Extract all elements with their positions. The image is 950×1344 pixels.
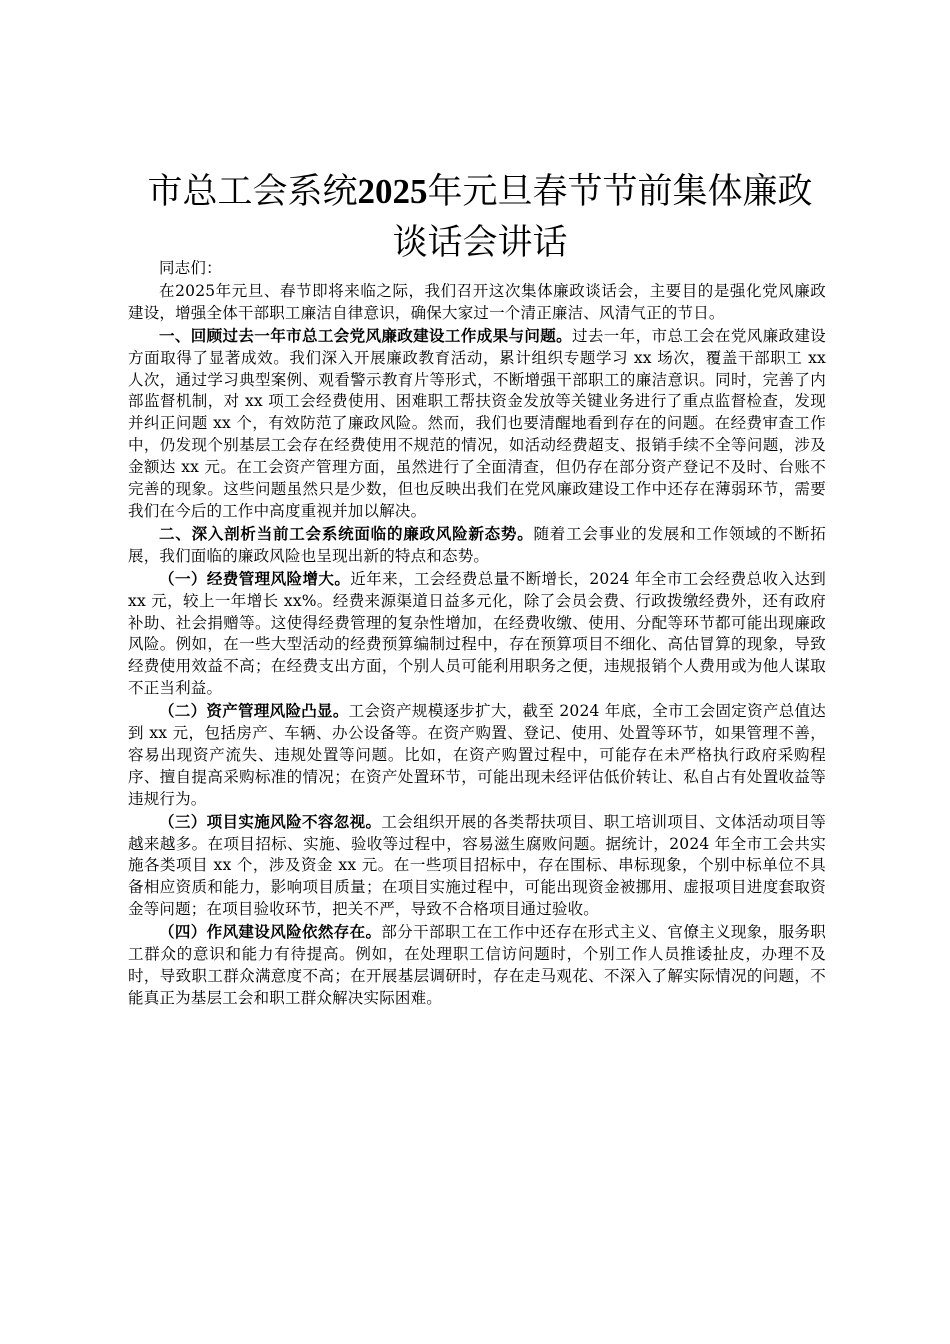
paragraph-heading: 一、回顾过去一年市总工会党风廉政建设工作成果与问题。 [159,325,573,345]
paragraph-subsection-4 [128,921,826,1010]
greeting-text: 同志们： [159,259,222,277]
document-title [120,166,840,269]
paragraph-text: 部分干部职工在工作中还存在形式主义、官僚主义现象，服务职工群众的意识和能力有待提高。例如，在处理职工信访问题时，个别工作人员推诿扯皮，办理不及时，导致职工群众满意度不高；在开展基层调研时，存在走马观花、不深入了解实际情况的问题，不能真正为基层工会和职工群众解决实际困难。 [128,923,826,1007]
paragraph-section-2 [128,523,826,568]
title-part1: 市总工会系统 [147,172,358,212]
paragraph-text: 过去一年，市总工会在党风廉政建设方面取得了显著成效。我们深入开展廉政教育活动，累计组织专题学习 xx 场次，覆盖干部职工 xx 人次，通过学习典型案例、观看警示教育片等形式，不断增强干部职工的廉洁意识。同时，完善了内部监督机制，对 xx 项工会经费使用、困难职工帮扶资金发放等关键业务进行了重点监督检查，发现并纠正问题 xx 个，有效防范了廉政风险。然而，我们也要清醒地看到存在的问题。在经费审查工作中，仍发现个别基层工会存在经费使用不规范的情况，如活动经费超支、报销手续不全等问题，涉及金额达 xx 元。在工会资产管理方面，虽然进行了全面清查，但仍存在部分资产登记不及时、台账不完善的现象。这些问题虽然只是少数，但也反映出我们在党风廉政建设工作中还存在薄弱环节，需要我们在今后的工作中高度重视并加以解决。 [128,326,827,520]
paragraph-text: 工会组织开展的各类帮扶项目、职工培训项目、文体活动项目等越来越多。在项目招标、实施、验收等过程中，容易滋生腐败问题。据统计，2024 年全市工会共实施各类项目 xx 个，涉及资金 xx 元。在一些项目招标中，存在围标、串标现象，个别中标单位不具备相应资质和能力，影响项目质量；在项目实施过程中，可能出现资金被挪用、虚报项目进度套取资金等问题；在项目验收环节，把关不严，导致不合格项目通过验收。 [128,812,826,919]
paragraph-heading: （一）经费管理风险增大。 [159,568,351,588]
paragraph-text: 工会资产规模逐步扩大，截至 2024 年底，全市工会固定资产总值达到 xx 元，包括房产、车辆、办公设备等。在资产购置、登记、使用、处置等环节，如果管理不善，容易出现资产流失、违规处置等问题。比如，在资产购置过程中，可能存在未严格执行政府采购程序、擅自提高采购标准的情况；在资产处置环节，可能出现未经评估低价转让、私自占有处置收益等违规行为。 [128,702,827,808]
paragraph-heading: （三）项目实施风险不容忽视。 [159,811,382,831]
paragraph-subsection-2 [128,700,826,811]
paragraph-section-1 [128,325,826,523]
title-part2: 年元旦春节节前集体廉政 [427,172,813,212]
paragraph-heading: （二）资产管理风险凸显。 [159,701,349,721]
paragraph-text: 随着工会事业的发展和工作领域的不断拓展，我们面临的廉政风险也呈现出新的特点和态势。 [128,524,826,565]
paragraph-text: 近年来，工会经费总量不断增长，2024 年全市工会经费总收入达到 xx 元，较上一年增长 xx%。经费来源渠道日益多元化，除了会员会费、行政拨缴经费外，还有政府补助、社会捐赠等。这使得经费管理的复杂性增加，在经费收缴、使用、分配等环节都可能出现廉政风险。例如，在一些大型活动的经费预算编制过程中，存在预算项目不细化、高估冒算的现象，导致经费使用效益不高；在经费支出方面，个别人员可能利用职务之便，违规报销个人费用或为他人谋取不正当利益。 [128,569,827,698]
paragraph-text: 在2025年元旦、春节即将来临之际，我们召开这次集体廉政谈话会，主要目的是强化党风廉政建设，增强全体干部职工廉洁自律意识，确保大家过一个清正廉洁、风清气正的节日。 [128,281,826,322]
greeting [128,258,826,280]
paragraph-heading: （四）作风建设风险依然存在。 [159,922,382,942]
paragraph-heading: 二、深入剖析当前工会系统面临的廉政风险新态势。 [159,523,534,543]
title-line2: 谈话会讲话 [392,223,568,263]
document-body [128,258,826,1010]
paragraph-intro [128,280,826,325]
paragraph-subsection-3 [128,811,826,922]
paragraph-subsection-1 [128,568,826,700]
title-year: 2025 [357,172,428,211]
